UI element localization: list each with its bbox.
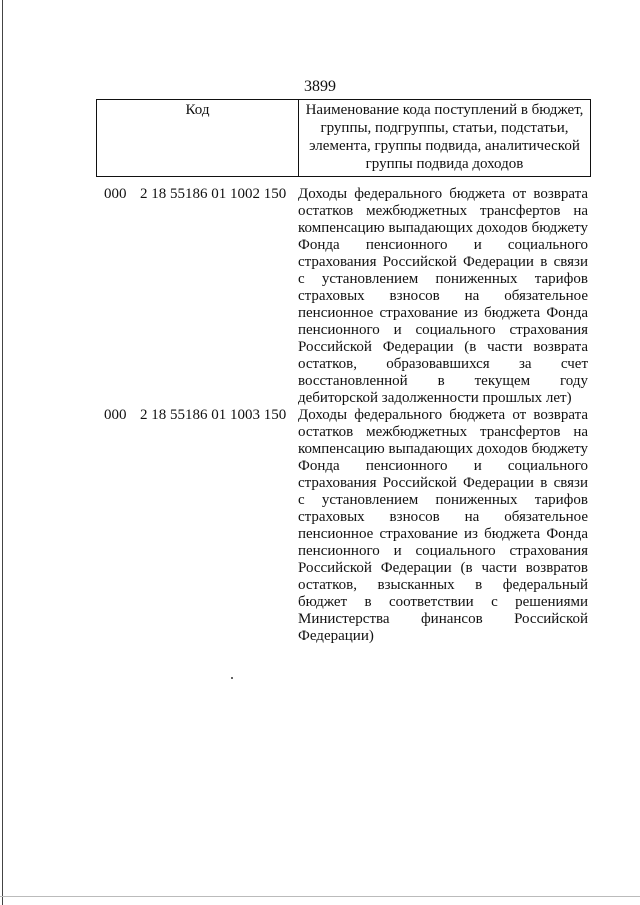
- entry-row: [96, 186, 591, 407]
- page-bottom-edge: [0, 896, 640, 897]
- header-name-cell: Наименование кода поступлений в бюджет, группы, подгруппы, статьи, подстатьи, элемента, группы подвида, аналитической группы подвида доходов: [299, 100, 591, 177]
- page-number: 3899: [304, 78, 336, 95]
- admin-code: 000: [104, 407, 127, 423]
- header-table: [96, 99, 591, 177]
- entry-row: [96, 407, 591, 645]
- budget-code: 2 18 55186 01 1002 150: [140, 186, 287, 202]
- header-code-cell: Код: [97, 100, 299, 177]
- entries-list: [96, 186, 591, 645]
- admin-code: 000: [104, 186, 127, 202]
- entry-description: Доходы федерального бюджета от возврата остатков межбюджетных трансфертов на компенсацию выпадающих доходов бюджету Фонда пенсионного и социального страхования Российской Федерации в связи с установлением пониженных тарифов страховых взносов на обязательное пенсионное страхование из бюджета Фонда пенсионного и социального страхования Российской Федерации (в части возврата остатков, образовавшихся за счет восстановленной в текущем году дебиторской задолженности прошлых лет): [298, 186, 588, 406]
- header-row: [97, 100, 591, 177]
- entry-description: Доходы федерального бюджета от возврата остатков межбюджетных трансфертов на компенсацию выпадающих доходов бюджету Фонда пенсионного и социального страхования Российской Федерации в связи с установлением пониженных тарифов страховых взносов на обязательное пенсионное страхование из бюджета Фонда пенсионного и социального страхования Российской Федерации (в части возвратов остатков, взысканных в федеральный бюджет в соответствии с решениями Министерства финансов Российской Федерации): [298, 407, 588, 644]
- budget-code: 2 18 55186 01 1003 150: [140, 407, 287, 423]
- page-left-edge: [2, 0, 3, 905]
- scan-speck: [231, 677, 233, 679]
